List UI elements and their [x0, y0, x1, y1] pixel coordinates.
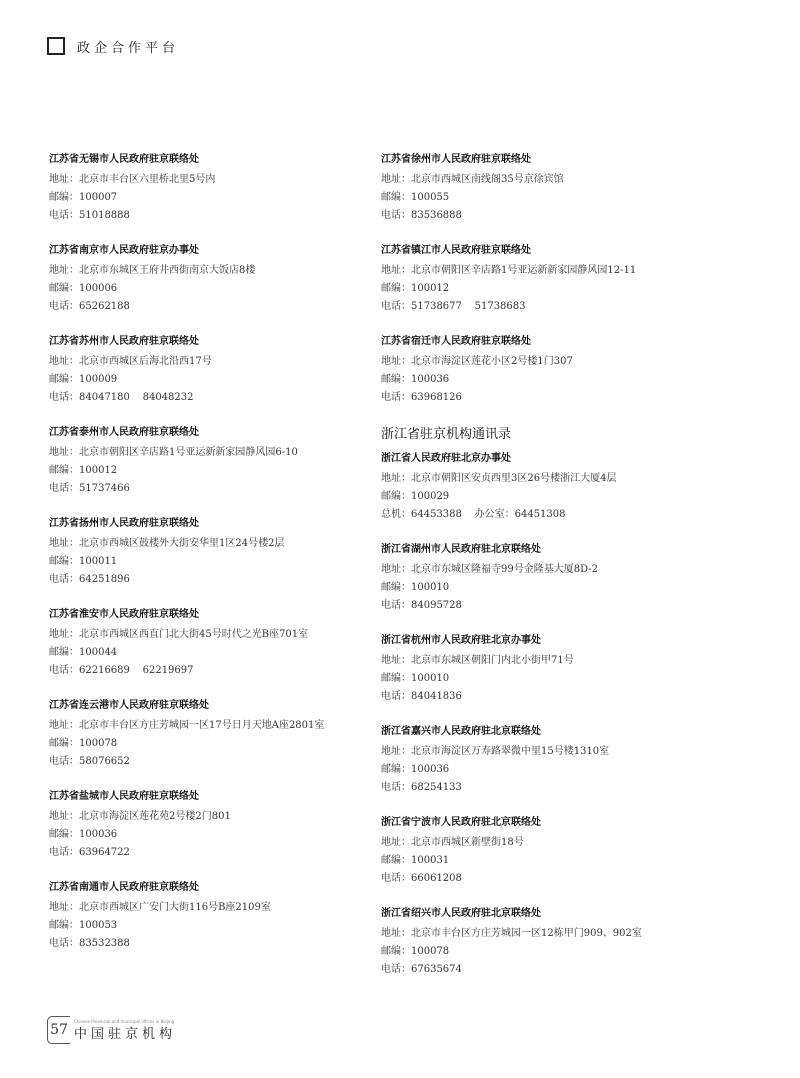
office-name: 江苏省扬州市人民政府驻京联络处 — [49, 518, 199, 529]
office-address: 地址：北京市西城区西直门北大街45号时代之光B座701室 — [49, 629, 309, 640]
office-phone: 电话：83536888 — [381, 210, 462, 221]
office-entry — [381, 335, 701, 407]
office-phone: 电话：51737466 — [49, 483, 130, 494]
office-entry — [381, 907, 701, 979]
office-postcode: 邮编：100010 — [381, 673, 450, 684]
office-entry — [381, 634, 701, 706]
office-address: 地址：北京市东城区朝阳门内北小街甲71号 — [381, 655, 574, 666]
office-phone: 电话：84095728 — [381, 600, 462, 611]
office-postcode: 邮编：100036 — [381, 374, 450, 385]
office-entry — [49, 244, 369, 316]
office-address: 地址：北京市西城区广安门大街116号B座2109室 — [49, 902, 271, 913]
office-entry — [381, 153, 701, 225]
page-header — [47, 34, 179, 58]
office-phone: 电话：65262188 — [49, 301, 130, 312]
office-phone: 电话：58076652 — [49, 756, 130, 767]
office-postcode: 邮编：100053 — [49, 920, 118, 931]
office-phone: 总机：64453388 办公室：64451308 — [381, 509, 566, 520]
office-phone: 电话：51018888 — [49, 210, 130, 221]
office-phone: 电话：66061208 — [381, 873, 462, 884]
office-address: 地址：北京市朝阳区辛店路1号亚运新新家园静风园6-10 — [49, 447, 298, 458]
office-name: 江苏省徐州市人民政府驻京联络处 — [381, 154, 531, 165]
office-postcode: 邮编：100011 — [49, 556, 118, 567]
office-address: 地址：北京市海淀区莲花小区2号楼1门307 — [381, 356, 573, 367]
office-entry — [49, 426, 369, 498]
right-column — [381, 153, 701, 998]
office-name: 江苏省无锡市人民政府驻京联络处 — [49, 154, 199, 165]
office-entry — [49, 608, 369, 680]
office-address: 地址：北京市西城区后海北沿西17号 — [49, 356, 212, 367]
office-name: 浙江省嘉兴市人民政府驻北京联络处 — [381, 726, 541, 737]
footer-english-line-1: Chinese Provincial and municipal offices in Beijing — [74, 1019, 175, 1024]
office-entry — [49, 517, 369, 589]
office-phone: 电话：84047180 84048232 — [49, 392, 194, 403]
office-postcode: 邮编：100055 — [381, 192, 450, 203]
office-name: 江苏省南京市人民政府驻京办事处 — [49, 245, 199, 256]
page-number: 57 — [47, 1016, 70, 1044]
header-title: 政企合作平台 — [77, 40, 180, 56]
office-phone: 电话：68254133 — [381, 782, 462, 793]
footer-title-block — [74, 1019, 176, 1044]
office-name: 江苏省连云港市人民政府驻京联络处 — [49, 700, 209, 711]
office-address: 地址：北京市丰台区方庄芳城园一区12栋甲门909、902室 — [381, 928, 642, 939]
office-postcode: 邮编：100078 — [381, 946, 450, 957]
office-entry — [381, 816, 701, 888]
office-address: 地址：北京市海淀区莲花苑2号楼2门801 — [49, 811, 231, 822]
office-name: 浙江省杭州市人民政府驻北京办事处 — [381, 635, 541, 646]
office-address: 地址：北京市海淀区万寿路翠微中里15号楼1310室 — [381, 746, 610, 757]
office-phone: 电话：67635674 — [381, 964, 462, 975]
office-name: 江苏省南通市人民政府驻京联络处 — [49, 882, 199, 893]
office-address: 地址：北京市丰台区方庄芳城园一区17号日月天地A座2801室 — [49, 720, 325, 731]
office-phone: 电话：83532388 — [49, 938, 130, 949]
office-entry — [49, 790, 369, 862]
office-entry — [381, 543, 701, 615]
office-entry — [381, 725, 701, 797]
office-phone: 电话：63964722 — [49, 847, 130, 858]
office-name: 浙江省宁波市人民政府驻北京联络处 — [381, 817, 541, 828]
office-postcode: 邮编：100031 — [381, 855, 450, 866]
office-postcode: 邮编：100007 — [49, 192, 118, 203]
office-name: 浙江省湖州市人民政府驻北京联络处 — [381, 544, 541, 555]
office-postcode: 邮编：100009 — [49, 374, 118, 385]
office-postcode: 邮编：100006 — [49, 283, 118, 294]
office-postcode: 邮编：100036 — [49, 829, 118, 840]
office-postcode: 邮编：100012 — [381, 283, 450, 294]
office-address: 地址：北京市东城区王府井西街南京大饭店8楼 — [49, 265, 256, 276]
office-entry — [49, 699, 369, 771]
office-address: 地址：北京市东城区隆福寺99号金隆基大厦8D-2 — [381, 564, 599, 575]
office-name: 浙江省绍兴市人民政府驻北京联络处 — [381, 908, 541, 919]
office-address: 地址：北京市朝阳区安贞西里3区26号楼浙江大厦4层 — [381, 473, 617, 484]
footer-chinese-title: 中国驻京机构 — [74, 1027, 177, 1042]
office-postcode: 邮编：100078 — [49, 738, 118, 749]
office-address: 地址：北京市西城区南线阁35号京徐宾馆 — [381, 174, 564, 185]
office-entry — [381, 452, 701, 524]
office-postcode: 邮编：100044 — [49, 647, 118, 658]
office-name: 江苏省苏州市人民政府驻京联络处 — [49, 336, 199, 347]
office-postcode: 邮编：100010 — [381, 582, 450, 593]
section-title: 浙江省驻京机构通讯录 — [381, 427, 512, 442]
office-postcode: 邮编：100036 — [381, 764, 450, 775]
office-name: 江苏省宿迁市人民政府驻京联络处 — [381, 336, 531, 347]
office-postcode: 邮编：100029 — [381, 491, 450, 502]
office-address: 地址：北京市西城区新壁街18号 — [381, 837, 524, 848]
office-entry — [49, 335, 369, 407]
office-address: 地址：北京市西城区鼓楼外大街安华里1区24号楼2层 — [49, 538, 285, 549]
office-name: 江苏省盐城市人民政府驻京联络处 — [49, 791, 199, 802]
office-phone: 电话：62216689 62219697 — [49, 665, 194, 676]
office-postcode: 邮编：100012 — [49, 465, 118, 476]
page-footer — [47, 1014, 176, 1044]
header-square-icon — [47, 37, 65, 55]
office-phone: 电话：84041836 — [381, 691, 462, 702]
office-address: 地址：北京市朝阳区辛店路1号亚运新新家园静风园12-11 — [381, 265, 637, 276]
office-phone: 电话：51738677 51738683 — [381, 301, 526, 312]
office-phone: 电话：63968126 — [381, 392, 462, 403]
office-name: 江苏省淮安市人民政府驻京联络处 — [49, 609, 199, 620]
office-name: 江苏省泰州市人民政府驻京联络处 — [49, 427, 199, 438]
office-entry — [49, 881, 369, 953]
office-name: 浙江省人民政府驻北京办事处 — [381, 453, 511, 464]
left-column — [49, 153, 369, 972]
office-entry — [49, 153, 369, 225]
office-address: 地址：北京市丰台区六里桥北里5号内 — [49, 174, 216, 185]
office-name: 江苏省镇江市人民政府驻京联络处 — [381, 245, 531, 256]
office-entry — [381, 244, 701, 316]
office-phone: 电话：64251896 — [49, 574, 130, 585]
